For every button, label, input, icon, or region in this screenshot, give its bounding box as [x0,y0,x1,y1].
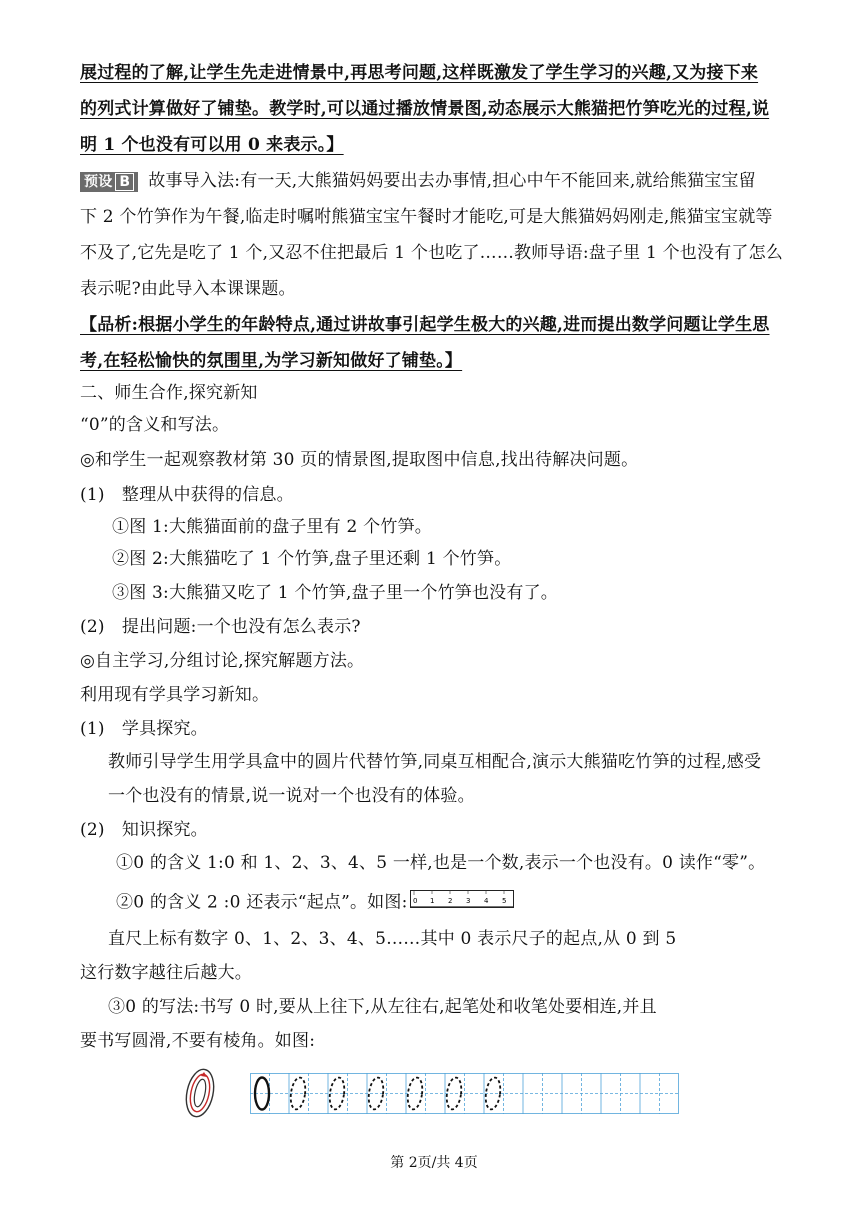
tools-text-1: 教师引导学生用学具盒中的圆片代替竹笋,同桌互相配合,演示大熊猫吃竹笋的过程,感受 [108,752,762,772]
self-study-line: ◎自主学习,分组讨论,探究解题方法。 [80,651,365,671]
ruler-label-4: 4 [483,897,489,905]
observe-line: ◎和学生一起观察教材第 30 页的情景图,提取图中信息,找出待解决问题。 [80,450,639,470]
meaning-2: ②0 的含义 2 :0 还表示“起点”。如图: 0 1 2 3 4 5 [116,890,514,916]
ruler-text-1: 直尺上标有数字 0、1、2、3、4、5……其中 0 表示尺子的起点,从 0 到 5 [108,929,677,949]
writing-text-2: 要书写圆滑,不要有棱角。如图: [80,1031,316,1051]
preset-b-line-1: 预设 B 故事导入法:有一天,大熊猫妈妈要出去办事情,担心中午不能回来,就给熊猫宝宝留 [80,170,756,192]
ruler-label-5: 5 [501,897,507,905]
intro-line-1: 展过程的了解,让学生先走进情景中,再思考问题,这样既激发了学生学习的兴趣,又为接下来 [80,63,759,83]
tools-item-2: (2) 知识探究。 [80,820,208,840]
item-1: (1) 整理从中获得的信息。 [80,485,294,505]
intro-line-2: 的列式计算做好了铺垫。教学时,可以通过播放情景图,动态展示大熊猫把竹笋吃光的过程,说 [80,99,770,119]
intro-line-3: 明 1 个也没有可以用 0 来表示。】 [80,135,344,155]
ruler-svg [410,890,514,910]
writing-text-1: ③0 的写法:书写 0 时,要从上往下,从左往右,起笔处和收笔处要相连,并且 [108,997,657,1017]
preset-b-badge: 预设 B [80,172,138,192]
section-title: 二、师生合作,探究新知 [80,383,258,403]
zero-stroke-figure [180,1066,220,1120]
tools-item-1: (1) 学具探究。 [80,719,208,739]
zero-practice-grid [250,1073,680,1115]
ruler-text-2: 这行数字越往后越大。 [80,963,252,983]
ruler-label-1: 1 [429,897,435,905]
ruler-label-2: 2 [447,897,453,905]
preset-b-line-3: 不及了,它先是吃了 1 个,又忍不住把最后 1 个也吃了……教师导语:盘子里 1 个也没有了怎么 [80,243,784,263]
analysis-line-1: 【品析:根据小学生的年龄特点,通过讲故事引起学生极大的兴趣,进而提出数学问题让学生思 [80,315,770,335]
ruler-label-0: 0 [412,897,418,905]
analysis-line-2: 考,在轻松愉快的氛围里,为学习新知做好了铺垫。】 [80,351,463,371]
item-2: (2) 提出问题:一个也没有怎么表示? [80,617,361,637]
preset-b-line-4: 表示呢?由此导入本课课题。 [80,279,296,299]
preset-b-line-2: 下 2 个竹笋作为午餐,临走时嘱咐熊猫宝宝午餐时才能吃,可是大熊猫妈妈刚走,熊猫宝宝就等 [80,207,773,227]
meaning-1: ①0 的含义 1:0 和 1、2、3、4、5 一样,也是一个数,表示一个也没有。0 读作“零”。 [116,853,766,873]
section-subtitle: “0”的含义和写法。 [80,415,230,435]
figure-1-info: ①图 1:大熊猫面前的盘子里有 2 个竹笋。 [112,517,432,537]
tools-text-2: 一个也没有的情景,说一说对一个也没有的体验。 [108,786,475,806]
figure-3-info: ③图 3:大熊猫又吃了 1 个竹笋,盘子里一个竹笋也没有了。 [112,583,558,603]
use-tools-line: 利用现有学具学习新知。 [80,685,270,705]
figure-2-info: ②图 2:大熊猫吃了 1 个竹笋,盘子里还剩 1 个竹笋。 [112,549,512,569]
ruler-figure [410,890,514,916]
ruler-label-3: 3 [465,897,471,905]
page-footer: 第 2页/共 4页 [390,1155,478,1171]
